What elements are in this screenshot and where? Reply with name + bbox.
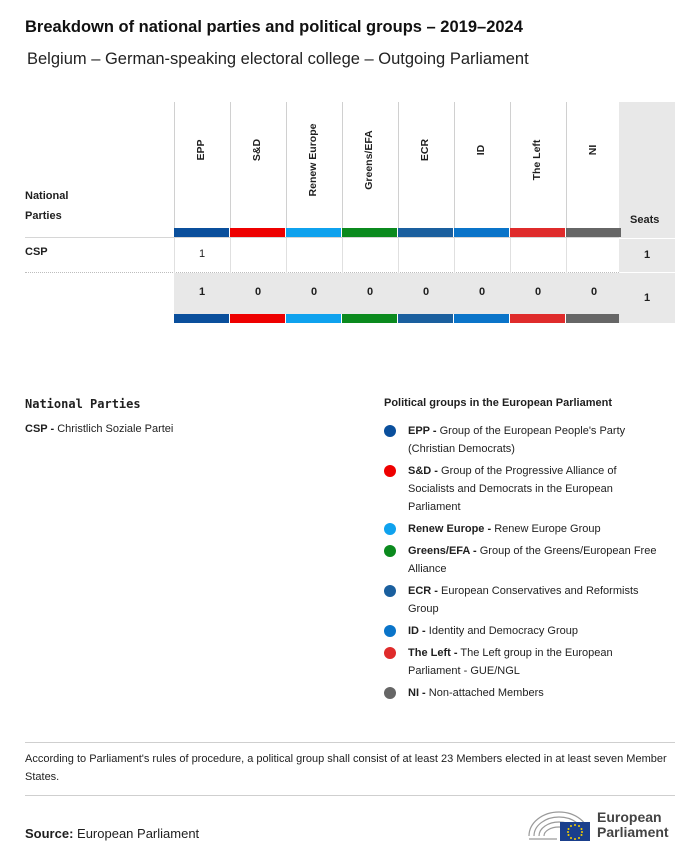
group-column-header-id [454,102,510,228]
political-group-entry [384,422,664,458]
political-groups-list [384,422,664,706]
group-color-bar-ecr [398,228,453,237]
group-column-header-greens-efa [342,102,398,228]
group-abbr: NI - [408,687,426,699]
group-color-bar-epp [174,314,229,323]
logo-text [597,810,669,840]
group-color-dot-icon [384,647,396,659]
group-column-label: Greens/EFA [362,130,375,190]
national-party-abbr: CSP - [25,423,55,435]
column-divider [230,238,231,273]
political-group-entry [384,542,664,578]
total-cell-greens-efa: 0 [366,286,374,298]
group-name: Group of the Progressive Alliance of Socialists and Democrats in the European Parliament [408,465,617,513]
group-abbr: Renew Europe - [408,523,492,535]
group-column-header-epp [174,102,230,228]
logo-line-2: Parliament [597,824,669,840]
group-color-bar-s-d [230,228,285,237]
group-column-header-ecr [398,102,454,228]
group-column-header-renew-europe [286,102,342,228]
row-divider [25,272,619,273]
column-divider [398,238,399,273]
group-column-label: Renew Europe [306,123,319,197]
political-groups-title: Political groups in the European Parliament [384,397,612,409]
group-column-label: S&D [250,138,263,162]
group-color-dot-icon [384,687,396,699]
header-row-divider [25,237,619,238]
group-name: Renew Europe Group [494,523,601,535]
group-color-dot-icon [384,585,396,597]
group-column-label: NI [586,144,599,156]
national-party-name: Christlich Soziale Partei [57,423,174,435]
group-name: Non-attached Members [428,687,544,699]
group-column-label: ID [474,144,487,156]
divider [25,795,675,796]
political-group-entry [384,622,664,640]
group-color-bar-ni [566,228,621,237]
group-color-bar-the-left [510,314,565,323]
group-name: European Conservatives and Reformists Group [408,585,639,615]
group-column-header-s-d [230,102,286,228]
group-color-dot-icon [384,465,396,477]
group-color-dot-icon [384,625,396,637]
group-abbr: The Left - [408,647,458,659]
page-title: Breakdown of national parties and political groups – 2019–2024 [25,18,523,36]
page-subtitle: Belgium – German-speaking electoral college – Outgoing Parliament [27,50,529,68]
group-color-bar-the-left [510,228,565,237]
rules-note: According to Parliament's rules of procedure, a political group shall consist of at least 23 Members elected in at least seven Member States. [25,753,667,783]
group-color-bar-renew-europe [286,228,341,237]
political-group-entry [384,520,664,538]
political-group-entry [384,462,664,516]
group-color-bar-greens-efa [342,314,397,323]
group-color-bar-id [454,314,509,323]
group-abbr: Greens/EFA - [408,545,477,557]
group-color-bar-id [454,228,509,237]
total-cell-s-d: 0 [254,286,262,298]
seat-cell-epp: 1 [198,248,206,260]
group-abbr: ECR - [408,585,438,597]
group-color-dot-icon [384,545,396,557]
group-color-bar-renew-europe [286,314,341,323]
group-color-bar-s-d [230,314,285,323]
column-divider [510,238,511,273]
national-parties-title: National Parties [25,397,141,411]
total-cell-epp: 1 [198,286,206,298]
total-cell-id: 0 [478,286,486,298]
group-name: Group of the European People's Party (Christian Democrats) [408,425,626,455]
column-divider [286,238,287,273]
column-divider [342,238,343,273]
group-name: The Left group in the European Parliament - GUE/NGL [408,647,613,677]
row-header-label: National Parties [25,190,69,222]
group-color-dot-icon [384,425,396,437]
political-group-entry [384,582,664,618]
source-line [25,826,199,841]
group-color-bar-epp [174,228,229,237]
group-column-label: ECR [418,138,431,162]
political-group-entry [384,684,664,702]
group-color-bar-ni [566,314,621,323]
group-name: Group of the Greens/European Free Alliance [408,545,657,575]
total-cell-the-left: 0 [534,286,542,298]
logo-line-1: European [597,809,662,825]
group-column-label: The Left [530,139,543,181]
group-name: Identity and Democracy Group [428,625,578,637]
group-abbr: S&D - [408,465,438,477]
source-label: Source: [25,826,74,841]
group-color-bar-greens-efa [342,228,397,237]
seats-cell-csp: 1 [619,239,675,272]
party-name-csp: CSP [25,246,48,258]
seat-breakdown-table [25,102,675,324]
source-value: European Parliament [77,826,200,841]
total-cell-renew-europe: 0 [310,286,318,298]
parliament-hemicycle-icon [527,806,593,842]
total-cell-ecr: 0 [422,286,430,298]
column-divider [566,238,567,273]
group-column-label: EPP [194,139,207,161]
political-group-entry [384,644,664,680]
european-parliament-logo [527,806,677,842]
total-cell-ni: 0 [590,286,598,298]
group-abbr: EPP - [408,425,437,437]
national-party-entry-csp [25,423,173,435]
group-column-header-ni [566,102,622,228]
seats-header-cell [619,102,675,238]
seats-header-label: Seats [630,214,660,226]
seats-total-cell: 1 [619,273,675,323]
divider [25,742,675,743]
group-column-header-the-left [510,102,566,228]
group-abbr: ID - [408,625,426,637]
column-divider [454,238,455,273]
group-color-bar-ecr [398,314,453,323]
group-color-dot-icon [384,523,396,535]
